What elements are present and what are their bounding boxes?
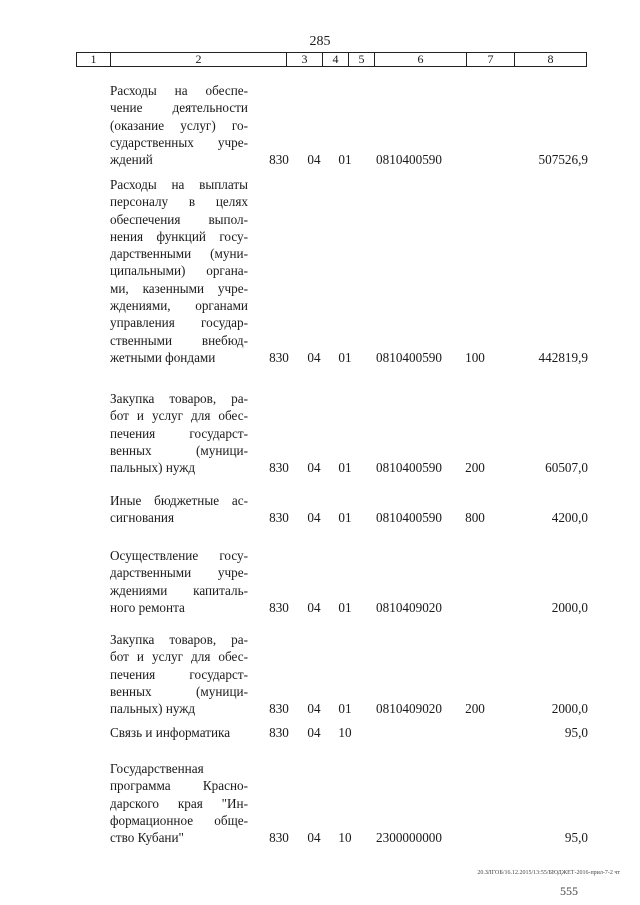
code-expense-type: 200 (465, 460, 485, 476)
footer-page-number: 555 (560, 884, 578, 898)
code-admin: 830 (269, 510, 289, 526)
description-line: бот и услуг для обес- (110, 649, 248, 665)
description-line: сударственных учре- (110, 134, 248, 150)
column-header: 4 (323, 53, 349, 67)
code-target-article: 0810400590 (376, 152, 442, 168)
code-section: 04 (307, 701, 321, 717)
code-target-article: 0810400590 (376, 350, 442, 365)
amount: 95,0 (564, 830, 588, 846)
code-target-article: 0810409020 (376, 599, 442, 615)
code-admin: 830 (269, 599, 289, 615)
code-section: 04 (307, 510, 321, 526)
row-description (110, 82, 248, 168)
amount: 2000,0 (551, 701, 588, 717)
description-line: формационное обще- (110, 812, 248, 828)
description-line: дарского края "Ин- (110, 795, 248, 811)
row-description (110, 390, 248, 476)
column-header: 7 (467, 53, 515, 67)
description-line: венных (муници- (110, 683, 248, 699)
column-header-table (76, 52, 587, 67)
code-target-article: 0810400590 (376, 460, 442, 476)
code-section: 04 (307, 152, 321, 168)
code-admin: 830 (269, 350, 289, 365)
description-line: персоналу в целях (110, 194, 248, 210)
code-section: 04 (307, 725, 321, 740)
description-line: венных (муници- (110, 442, 248, 458)
description-line: чение деятельности (110, 100, 248, 116)
column-header: 1 (77, 53, 111, 67)
description-line: Связь и информатика (110, 725, 231, 740)
description-line: дарственными учре- (110, 565, 248, 581)
code-target-article: 2300000000 (376, 830, 442, 846)
description-line: бот и услуг для обес- (110, 408, 248, 424)
row-description (110, 176, 248, 366)
code-section: 04 (307, 599, 321, 615)
description-line: Закупка товаров, ра- (110, 632, 248, 647)
description-line: Закупка товаров, ра- (110, 391, 248, 406)
column-header: 2 (111, 53, 287, 67)
description-line: ждений (110, 152, 153, 168)
description-line: Государственная (110, 761, 204, 776)
column-header: 8 (515, 53, 587, 67)
code-expense-type: 100 (465, 350, 485, 365)
description-line: жетными фондами (110, 349, 216, 365)
row-description (110, 492, 248, 527)
description-line: печения государст- (110, 425, 248, 441)
description-line: ципальными) органа- (110, 263, 248, 279)
page-number: 285 (309, 34, 331, 49)
code-section: 04 (307, 350, 321, 365)
row-description (110, 760, 248, 846)
description-line: пальных) нужд (110, 701, 196, 717)
code-subsection: 10 (338, 725, 352, 740)
description-line: печения государст- (110, 666, 248, 682)
description-line: Осуществление госу- (110, 548, 248, 563)
description-line: нения функций госу- (110, 228, 248, 244)
amount: 442819,9 (538, 350, 588, 365)
description-line: дарственными (муни- (110, 246, 248, 262)
code-target-article: 0810400590 (376, 510, 442, 526)
description-line: ного ремонта (110, 599, 185, 615)
description-line: ми, казенными учре- (110, 280, 248, 296)
code-admin: 830 (269, 830, 289, 846)
description-line: Расходы на обеспе- (110, 83, 248, 98)
row-description (110, 631, 248, 717)
description-line: Расходы на выплаты (110, 177, 248, 192)
code-admin: 830 (269, 725, 289, 740)
description-line: (оказание услуг) го- (110, 117, 248, 133)
code-subsection: 01 (338, 350, 352, 365)
description-line: ство Кубани" (110, 830, 184, 846)
column-header: 3 (287, 53, 323, 67)
description-line: ственными внебюд- (110, 332, 248, 348)
amount: 95,0 (564, 725, 588, 740)
code-target-article: 0810409020 (376, 701, 442, 717)
code-expense-type: 200 (465, 701, 485, 717)
column-header: 6 (375, 53, 467, 67)
code-subsection: 01 (338, 701, 352, 717)
row-description (110, 724, 248, 741)
code-admin: 830 (269, 152, 289, 168)
footer-stamp: 20.ЗЛГОБ/16.12.2015/13:55/БЮДЖЕТ-2016-прил-7-2 чт (477, 870, 620, 876)
code-admin: 830 (269, 460, 289, 476)
description-line: пальных) нужд (110, 460, 196, 476)
description-line: программа Красно- (110, 778, 248, 794)
code-admin: 830 (269, 701, 289, 717)
code-subsection: 10 (338, 830, 352, 846)
column-header: 5 (349, 53, 375, 67)
code-section: 04 (307, 460, 321, 476)
column-header-row (77, 53, 587, 67)
amount: 60507,0 (545, 460, 588, 476)
description-line: сигнования (110, 510, 175, 526)
code-subsection: 01 (338, 460, 352, 476)
description-line: ждениями капиталь- (110, 582, 248, 598)
code-expense-type: 800 (465, 510, 485, 526)
amount: 4200,0 (551, 510, 588, 526)
description-line: управления государ- (110, 315, 248, 331)
code-subsection: 01 (338, 510, 352, 526)
amount: 507526,9 (538, 152, 588, 168)
code-subsection: 01 (338, 599, 352, 615)
amount: 2000,0 (551, 599, 588, 615)
row-description (110, 547, 248, 616)
description-line: ждениями, органами (110, 298, 248, 314)
code-section: 04 (307, 830, 321, 846)
description-line: обеспечения выпол- (110, 211, 248, 227)
description-line: Иные бюджетные ас- (110, 493, 248, 508)
code-subsection: 01 (338, 152, 352, 168)
